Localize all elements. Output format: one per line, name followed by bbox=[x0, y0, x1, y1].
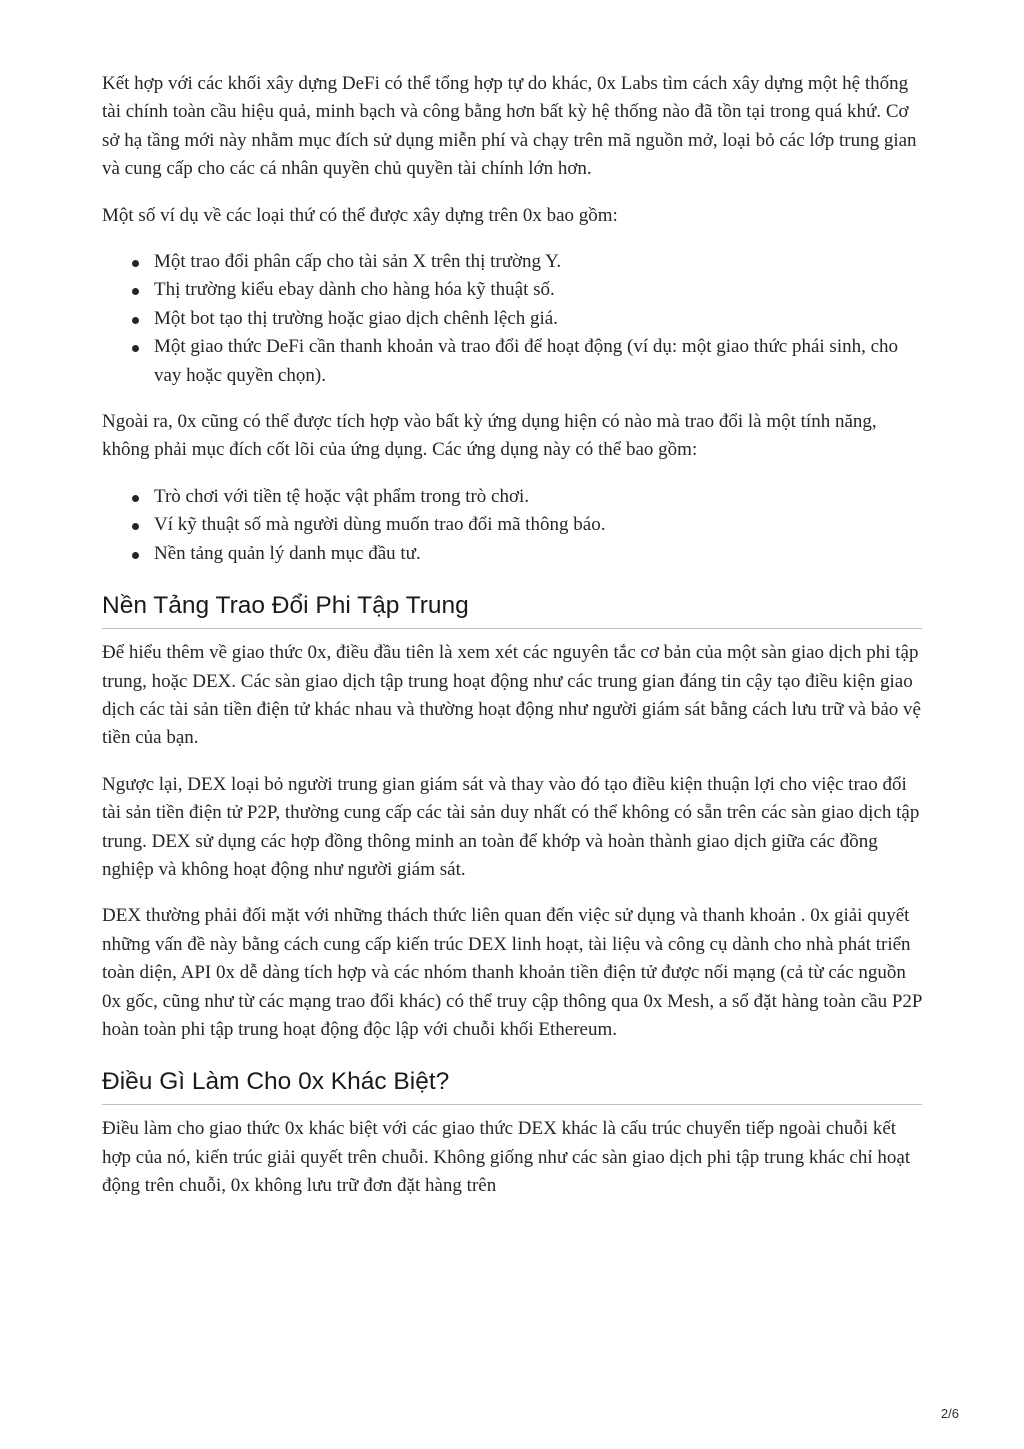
apps-list bbox=[102, 483, 922, 568]
list-item: Trò chơi với tiền tệ hoặc vật phẩm trong trò chơi. bbox=[154, 483, 922, 511]
intro-paragraph: Kết hợp với các khối xây dựng DeFi có thể tổng hợp tự do khác, 0x Labs tìm cách xây dựng một hệ thống tài chính toàn cầu hiệu quả, minh bạch và công bằng hơn bất kỳ hệ thống nào đã tồn tại trong quá khứ. Cơ sở hạ tầng mới này nhằm mục đích sử dụng miễn phí và chạy trên mã nguồn mở, loại bỏ các lớp trung gian và cung cấp cho các cá nhân quyền chủ quyền tài chính lớn hơn. bbox=[102, 73, 917, 180]
bullet-icon bbox=[132, 523, 139, 530]
difference-paragraph-1: Điều làm cho giao thức 0x khác biệt với các giao thức DEX khác là cấu trúc chuyển tiếp ngoài chuỗi kết hợp của nó, kiến trúc giải quyết trên chuỗi. Không giống như các sàn giao dịch phi tập trung khác chỉ hoạt động trên chuỗi, 0x không lưu trữ đơn đặt hàng trên bbox=[102, 1118, 911, 1197]
list-item: Nền tảng quản lý danh mục đầu tư. bbox=[154, 540, 922, 568]
bullet-icon bbox=[132, 260, 139, 267]
bullet-icon bbox=[132, 288, 139, 295]
list-item: Một giao thức DeFi cần thanh khoản và trao đổi để hoạt động (ví dụ: một giao thức phái sinh, cho vay hoặc quyền chọn). bbox=[154, 333, 922, 390]
examples-list bbox=[102, 248, 922, 390]
bullet-icon bbox=[132, 495, 139, 502]
dex-paragraph-2: Ngược lại, DEX loại bỏ người trung gian giám sát và thay vào đó tạo điều kiện thuận lợi cho việc trao đổi tài sản tiền điện tử P2P, thường cung cấp các tài sản duy nhất có thể không có sẵn trên các sàn giao dịch tập trung. DEX sử dụng các hợp đồng thông minh an toàn để khớp và hoàn thành giao dịch giữa các đồng nghiệp và không hoạt động như người giám sát. bbox=[102, 773, 920, 880]
bullet-icon bbox=[132, 317, 139, 324]
list-item: Thị trường kiểu ebay dành cho hàng hóa kỹ thuật số. bbox=[154, 276, 922, 304]
bullet-icon bbox=[132, 552, 139, 559]
integration-paragraph: Ngoài ra, 0x cũng có thể được tích hợp vào bất kỳ ứng dụng hiện có nào mà trao đổi là một tính năng, không phải mục đích cốt lõi của ứng dụng. Các ứng dụng này có thể bao gồm: bbox=[102, 411, 877, 461]
section-heading-dex: Nền Tảng Trao Đổi Phi Tập Trung bbox=[102, 590, 922, 629]
dex-paragraph-1: Để hiểu thêm về giao thức 0x, điều đầu tiên là xem xét các nguyên tắc cơ bản của một sàn giao dịch phi tập trung, hoặc DEX. Các sàn giao dịch tập trung hoạt động như các trung gian đáng tin cậy tạo điều kiện giao dịch các tài sản tiền điện tử khác nhau và thường hoạt động như người giám sát bằng cách lưu trữ và bảo vệ tiền của bạn. bbox=[102, 642, 921, 749]
page-number: 2/6 bbox=[940, 1406, 959, 1421]
dex-paragraph-3: DEX thường phải đối mặt với những thách thức liên quan đến việc sử dụng và thanh khoản . 0x giải quyết những vấn đề này bằng cách cung cấp kiến trúc DEX linh hoạt, tài liệu và công cụ dành cho nhà phát triển toàn diện, API 0x dễ dàng tích hợp và các nhóm thanh khoản tiền điện tử được nối mạng (cả từ các nguồn 0x gốc, cũng như từ các mạng trao đổi khác) có thể truy cập thông qua 0x Mesh, a sổ đặt hàng toàn cầu P2P hoàn toàn phi tập trung hoạt động độc lập với chuỗi khối Ethereum. bbox=[102, 905, 922, 1040]
bullet-icon bbox=[132, 345, 139, 352]
examples-intro-paragraph: Một số ví dụ về các loại thứ có thể được xây dựng trên 0x bao gồm: bbox=[102, 204, 618, 226]
section-heading-difference: Điều Gì Làm Cho 0x Khác Biệt? bbox=[102, 1066, 922, 1105]
list-item: Một trao đổi phân cấp cho tài sản X trên thị trường Y. bbox=[154, 248, 922, 276]
document-body bbox=[102, 70, 922, 1219]
list-item: Một bot tạo thị trường hoặc giao dịch chênh lệch giá. bbox=[154, 305, 922, 333]
list-item: Ví kỹ thuật số mà người dùng muốn trao đổi mã thông báo. bbox=[154, 511, 922, 539]
